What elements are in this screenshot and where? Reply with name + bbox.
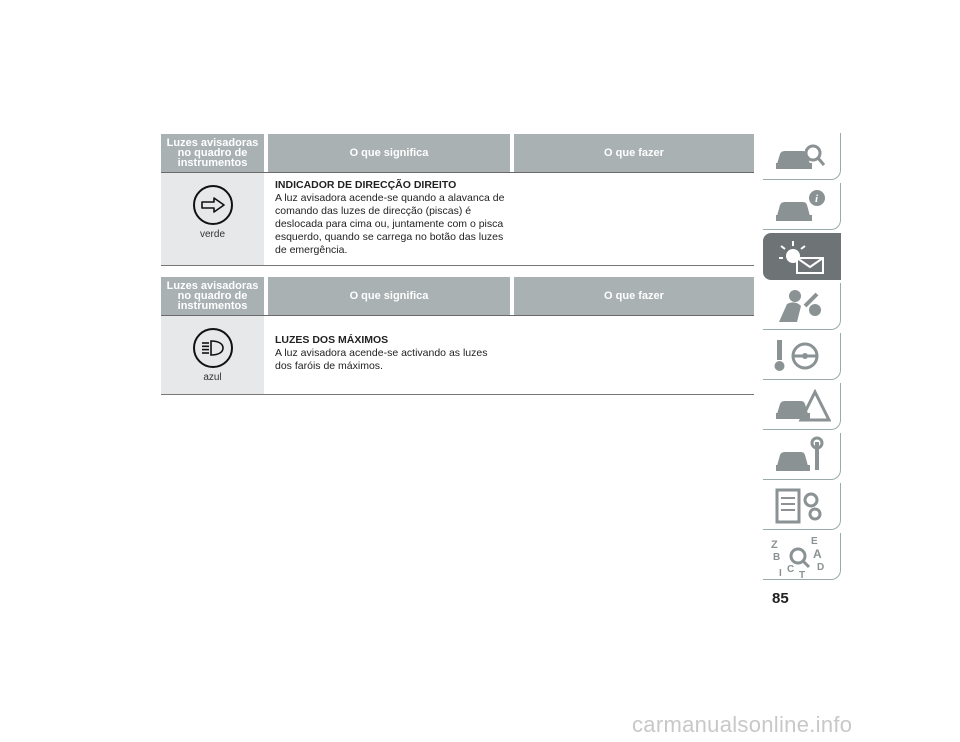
index-letter: B	[773, 552, 781, 563]
airbag-person-icon	[771, 286, 831, 326]
watermark: carmanualsonline.info	[632, 712, 853, 737]
table-header	[161, 277, 754, 315]
tab-technical-specs[interactable]	[763, 483, 841, 530]
high-beam-icon	[193, 328, 233, 368]
header-lights-column: Luzes avisadoras no quadro de instrumentos	[161, 277, 264, 315]
icon-cell	[161, 173, 264, 265]
header-meaning-column: O que significa	[268, 134, 510, 172]
header-meaning-column: O que significa	[268, 277, 510, 315]
turn-right-arrow-icon	[193, 185, 233, 225]
index-letter: A	[813, 547, 822, 561]
alphabet-index-icon	[771, 536, 831, 580]
car-info-icon	[771, 186, 831, 226]
warning-lights-table-2	[161, 277, 754, 395]
warning-description: A luz avisadora acende-se activando as luzes dos faróis de máximos.	[275, 347, 488, 372]
tab-car-search[interactable]	[763, 133, 841, 180]
tab-maintenance[interactable]	[763, 433, 841, 480]
warning-title: INDICADOR DE DIRECÇÃO DIREITO	[275, 179, 457, 191]
page-number: 85	[772, 590, 789, 607]
car-search-icon	[771, 136, 831, 176]
car-wrench-icon	[771, 436, 831, 476]
meaning-cell	[264, 173, 506, 265]
header-action-column: O que fazer	[514, 134, 754, 172]
specs-gear-icon	[771, 486, 831, 526]
warning-lights-table-1	[161, 134, 754, 266]
index-letter: Z	[771, 539, 778, 551]
tab-driving[interactable]	[763, 333, 841, 380]
meaning-cell	[264, 316, 506, 394]
table-row	[161, 316, 754, 394]
warning-description: A luz avisadora acende-se quando a alavanca de comando das luzes de direcção (piscas) é deslocada para cima ou, juntamente com o pisca esquerdo, quando se carrega no botão das luzes de emergência.	[275, 192, 505, 256]
index-letter: I	[779, 568, 782, 579]
tab-safety[interactable]	[763, 283, 841, 330]
table-header	[161, 134, 754, 172]
icon-cell	[161, 316, 264, 394]
header-lights-column: Luzes avisadoras no quadro de instrumentos	[161, 134, 264, 172]
index-letter: E	[811, 536, 818, 547]
svg-text:i: i	[815, 193, 819, 205]
warning-title: LUZES DOS MÁXIMOS	[275, 334, 389, 346]
index-letter: D	[817, 562, 825, 573]
tab-car-info[interactable]	[763, 183, 841, 230]
warning-light-mail-icon	[771, 236, 831, 276]
tab-index[interactable]	[763, 533, 841, 580]
header-action-column: O que fazer	[514, 277, 754, 315]
table-row	[161, 173, 754, 265]
color-label: verde	[199, 229, 225, 240]
car-warning-triangle-icon	[771, 386, 831, 426]
index-letter: T	[799, 570, 806, 580]
color-label: azul	[203, 372, 222, 383]
tab-emergency[interactable]	[763, 383, 841, 430]
index-letter: C	[787, 564, 795, 575]
tab-warning-lights[interactable]	[763, 233, 841, 280]
steering-wheel-icon	[771, 336, 831, 376]
